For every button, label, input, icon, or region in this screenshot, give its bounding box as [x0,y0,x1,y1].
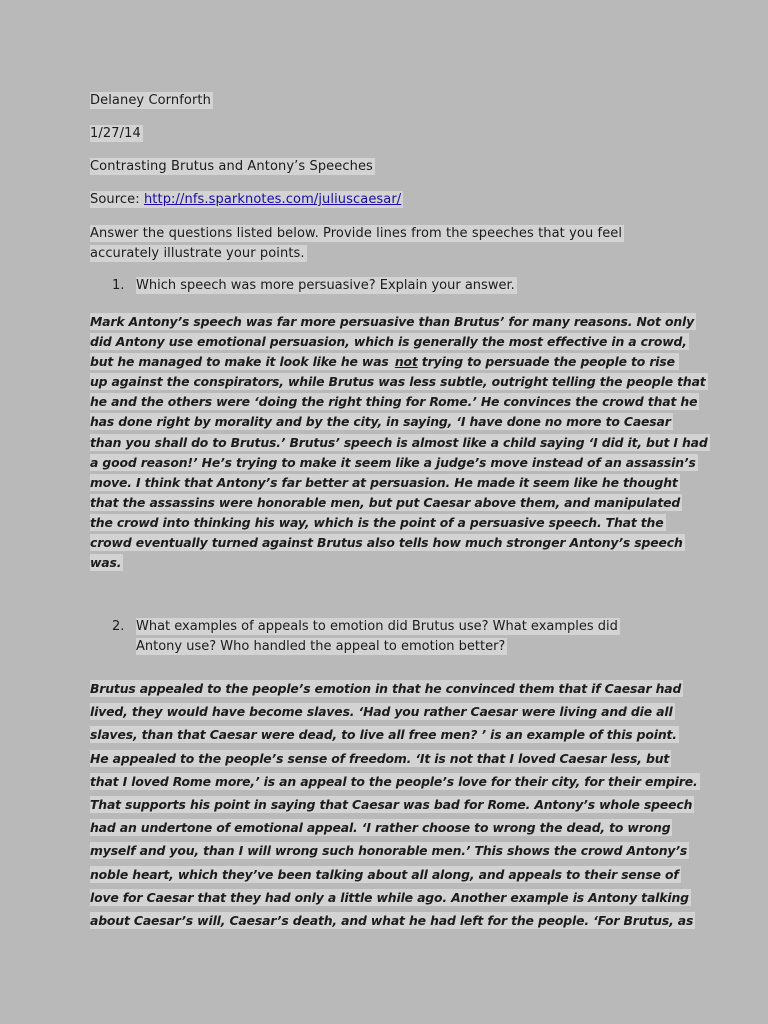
source-link[interactable]: http://nfs.sparknotes.com/juliuscaesar/ [143,192,402,207]
answer-2-line: He appealed to the people’s sense of freedom. ‘It is not that I loved Caesar less, but [90,750,670,766]
instructions-line-2: accurately illustrate your points. [90,246,305,261]
answer-2-line: That supports his point in saying that Caesar was bad for Rome. Antony’s whole speech [90,797,693,813]
document-date: 1/27/14 [90,126,141,141]
source-label: Source: http://nfs.sparknotes.com/juliuscaesar/ [90,192,402,207]
author-name: Delaney Cornforth [90,93,211,108]
answer-1-line: up against the conspirators, while Brutus was less subtle, outright telling the people that [90,374,706,390]
answer-2-line: noble heart, which they’ve been talking about all along, and appeals to their sense of [90,866,679,882]
document-title: Contrasting Brutus and Antony’s Speeches [90,159,373,174]
answer-2-line: slaves, than that Caesar were dead, to live all free men? ’ is an example of this point. [90,727,677,743]
answer-1-line: he and the others were ‘doing the right thing for Rome.’ He convinces the crowd that he [90,394,698,410]
answer-1-line: but he managed to make it look like he was not trying to persuade the people to rise [90,352,690,372]
answer-2-line: myself and you, than I will wrong such honorable men.’ This shows the crowd Antony’s [90,843,688,859]
emphasis-not: not [394,354,418,370]
question-1-number: 1. [112,278,125,293]
answer-1-line: a good reason!’ He’s trying to make it seem like a judge’s move instead of an assassin’s [90,454,696,470]
answer-2 [90,677,698,932]
answer-1-line: move. I think that Antony’s far better at persuasion. He made it seem like he thought [90,474,678,490]
answer-2-line: had an undertone of emotional appeal. ‘I rather choose to wrong the dead, to wrong [90,820,671,836]
answer-2-line: love for Caesar that they had only a little while ago. Another example is Antony talking [90,889,689,905]
answer-1 [90,312,708,573]
answer-1-line: did Antony use emotional persuasion, which is generally the most effective in a crowd, [90,334,687,350]
question-2-text-line-2: Antony use? Who handled the appeal to emotion better? [136,639,506,654]
answer-1-line: crowd eventually turned against Brutus also tells how much stronger Antony’s speech [90,535,683,551]
question-2-number: 2. [112,619,125,634]
question-1-text: Which speech was more persuasive? Explain your answer. [136,278,515,293]
answer-1-line: was. [90,555,122,571]
answer-1-line: than you shall do to Brutus.’ Brutus’ speech is almost like a child saying ‘I did it, but I had [90,434,708,450]
answer-2-line: that I loved Rome more,’ is an appeal to the people’s love for their city, for their empire. [90,773,698,789]
question-2-text-line-1: What examples of appeals to emotion did Brutus use? What examples did [136,619,618,634]
answer-1-line: Mark Antony’s speech was far more persuasive than Brutus’ for many reasons. Not only [90,314,695,329]
source-line [90,192,403,207]
answer-1-line: has done right by morality and by the city, in saying, ‘I have done no more to Caesar [90,414,671,430]
answer-2-line: lived, they would have become slaves. ‘Had you rather Caesar were living and die all [90,704,673,720]
instructions-line-1: Answer the questions listed below. Provide lines from the speeches that you feel [90,226,623,241]
answer-1-line: the crowd into thinking his way, which is the point of a persuasive speech. That the [90,514,664,530]
answer-2-line: Brutus appealed to the people’s emotion in that he convinced them that if Caesar had [90,681,682,696]
answer-2-line: about Caesar’s will, Caesar’s death, and what he had left for the people. ‘For Brutus, as [90,913,694,929]
answer-1-line: that the assassins were honorable men, but put Caesar above them, and manipulated [90,494,681,510]
